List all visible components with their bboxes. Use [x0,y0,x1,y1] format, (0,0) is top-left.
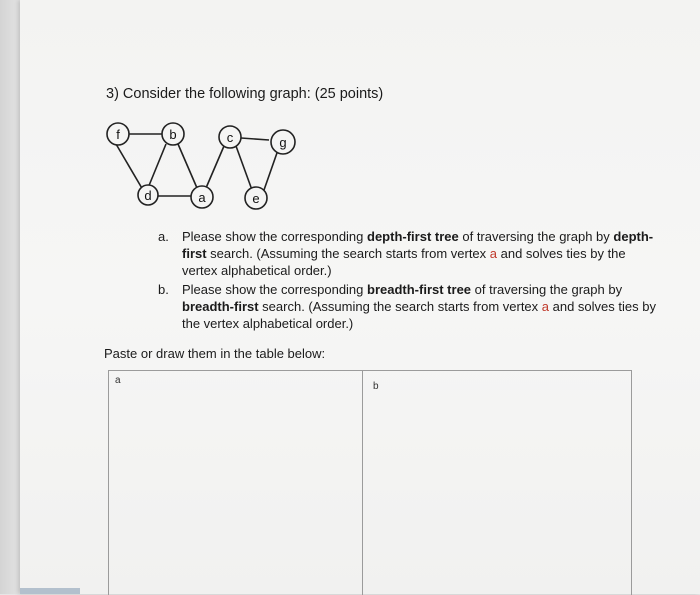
edge-c-e [236,146,252,190]
node-e [245,187,267,209]
sub-question-b: b. Please show the corresponding breadth-first tree of traversing the graph by breadth-first search. (Assuming the search starts from vertex a and solves ties by the vertex alphabetical order.) [158,282,656,331]
node-g [271,130,295,154]
cell-label-b: b [373,381,379,392]
item-letter: a. [158,229,169,244]
svg-text:e: e [252,191,260,206]
paste-instruction: Paste or draw them in the table below: [104,346,326,361]
node-a [191,186,213,208]
node-b [162,123,184,145]
sub-question-list [158,228,658,334]
question-title: 3) Consider the following graph: (25 points) [106,86,384,102]
cell-label-a: a [115,375,121,386]
svg-text:a: a [198,190,206,205]
background-edge [0,0,20,594]
item-letter: b. [158,282,169,297]
svg-text:d: d [144,188,152,203]
graph-diagram [96,112,306,212]
edge-b-a [178,144,197,188]
answer-table [108,370,632,595]
svg-text:f: f [116,127,120,142]
node-f [107,123,129,145]
node-d [138,185,158,205]
edge-b-d [148,144,166,188]
edge-g-e [264,150,278,190]
edge-f-d [116,144,143,190]
svg-text:g: g [279,135,287,150]
node-c [219,126,241,148]
bottom-edge-artifact [20,588,80,594]
edge-c-a [206,146,224,188]
edge-c-g [241,138,269,140]
svg-text:c: c [226,130,234,145]
answer-cell-a[interactable] [109,371,363,595]
sub-question-a: a. Please show the corresponding depth-first tree of traversing the graph by depth-first search. (Assuming the search starts from vertex a and solves ties by the vertex alphabetical order.) [158,229,654,278]
answer-cell-b[interactable] [363,371,631,595]
svg-text:b: b [169,127,177,142]
